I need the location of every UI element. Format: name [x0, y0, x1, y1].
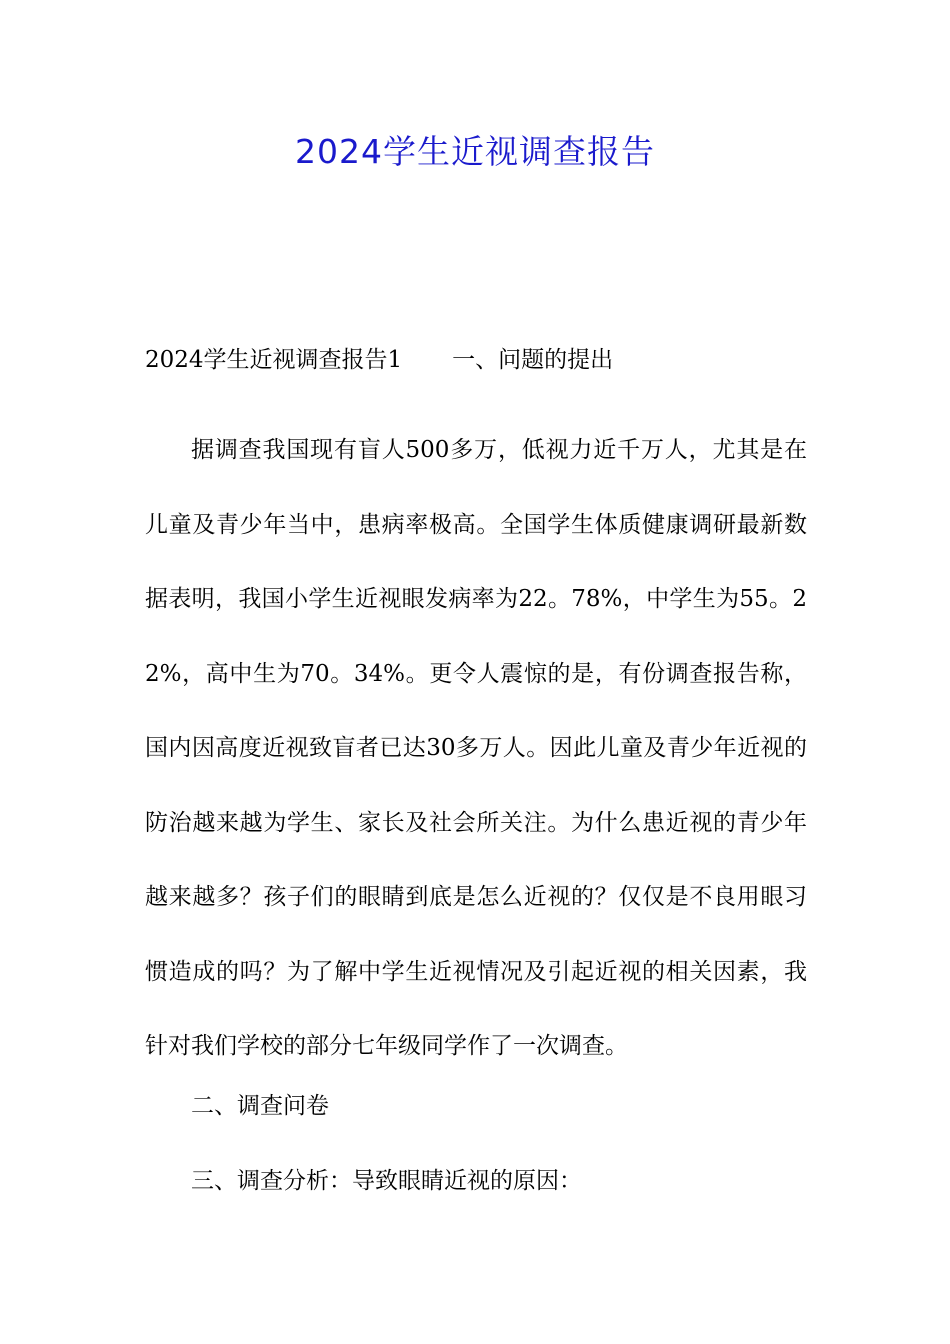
report-name: 2024学生近视调查报告1 — [145, 347, 403, 373]
report-heading — [145, 340, 825, 380]
body-paragraph: 据调查我国现有盲人500多万，低视力近千万人，尤其是在儿童及青少年当中，患病率极高。全国学生体质健康调研最新数据表明，我国小学生近视眼发病率为22。78%，中学生为55。22%，高中生为70。34%。更令人震惊的是，有份调查报告称，国内因高度近视致盲者已达30多万人。因此儿童及青少年近视的防治越来越为学生、家长及社会所关注。为什么患近视的青少年越来越多？孩子们的眼睛到底是怎么近视的？仅仅是不良用眼习惯造成的吗？为了解中学生近视情况及引起近视的相关因素，我针对我们学校的部分七年级同学作了一次调查。 — [145, 437, 807, 1059]
section-two-heading: 二、调查问卷 — [191, 1093, 329, 1119]
section-one-heading: 一、问题的提出 — [452, 347, 614, 373]
section-three-heading: 三、调查分析：导致眼睛近视的原因： — [191, 1168, 582, 1194]
document-title: 2024学生近视调查报告 — [295, 132, 655, 171]
